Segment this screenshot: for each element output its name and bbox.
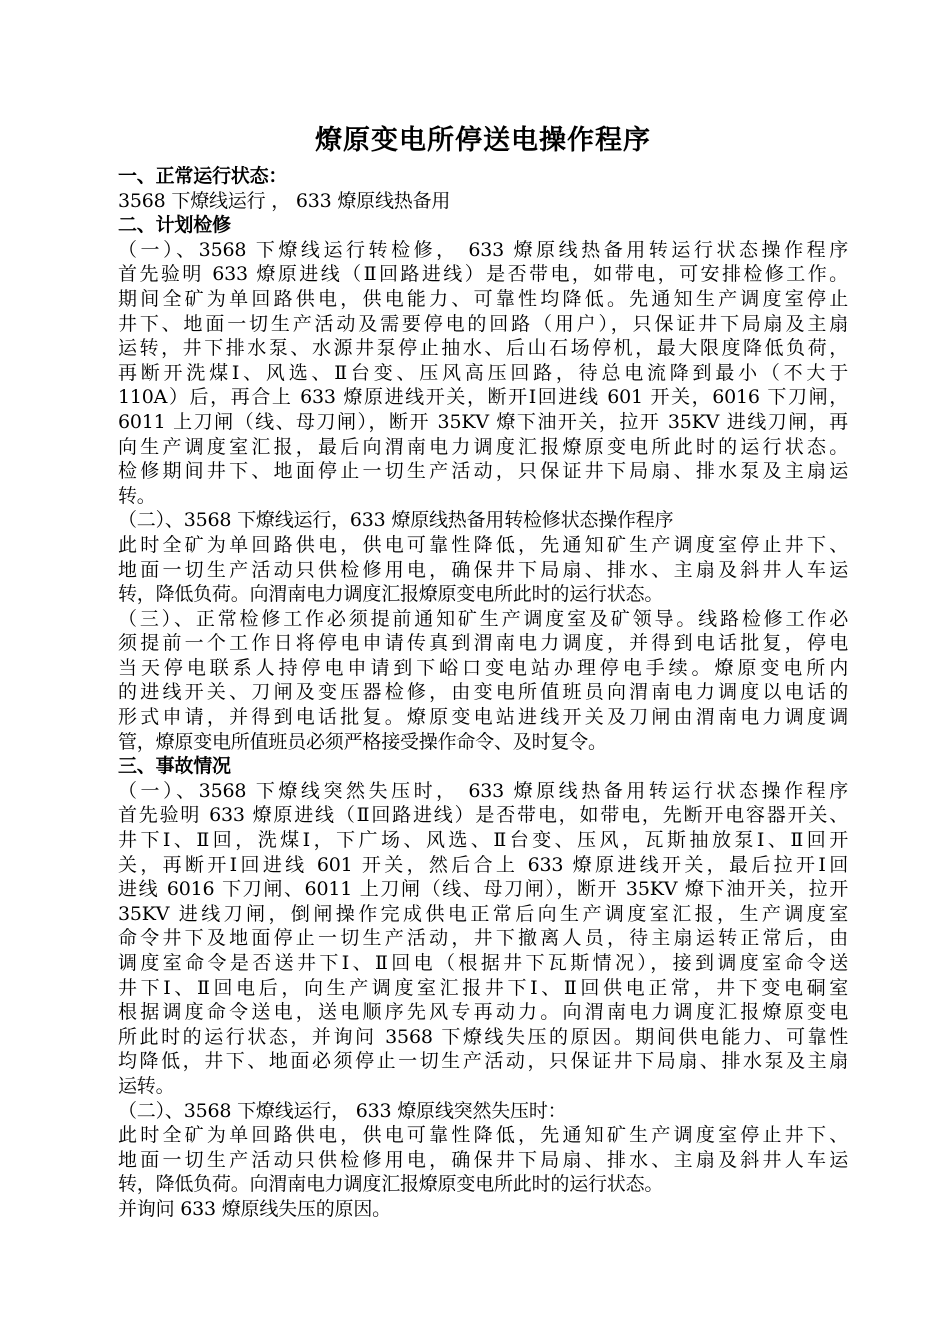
section-heading: 三、事故情况 — [118, 755, 231, 778]
text-line: （二）、3568 下燎线运行，633 燎原线热备用转检修状态操作程序 — [118, 509, 674, 532]
text-line: 此时全矿为单回路供电，供电可靠性降低，先通知矿生产调度室停止井下、 — [118, 1124, 848, 1147]
text-line: 向生产调度室汇报，最后向渭南电力调度汇报燎原变电所此时的运行状态。 — [118, 435, 848, 458]
text-line: 所此时的运行状态，并询问 3568 下燎线失压的原因。期间供电能力、可靠性 — [118, 1025, 848, 1048]
text-line: 井下Ⅰ、Ⅱ回，洗煤Ⅰ，下广场、风选、Ⅱ台变、压风，瓦斯抽放泵Ⅰ、Ⅱ回开 — [118, 829, 848, 852]
text-line: 再断开洗煤Ⅰ、风选、Ⅱ台变、压风高压回路，待总电流降到最小（不大于 — [118, 361, 848, 384]
text-line: 根据调度命令送电，送电顺序先风专再动力。向渭南电力调度汇报燎原变电 — [118, 1001, 848, 1024]
text-line: （一）、3568 下燎线运行转检修， 633 燎原线热备用转运行状态操作程序 — [118, 238, 848, 261]
text-line: 3568 下燎线运行 ， 633 燎原线热备用 — [118, 189, 451, 212]
text-line: 命令井下及地面停止一切生产活动，井下撤离人员，待主扇运转正常后，由 — [118, 927, 848, 950]
text-line: 运转。 — [118, 1074, 175, 1097]
section-heading: 一、正常运行状态： — [118, 165, 288, 187]
text-line: （二）、3568 下燎线运行， 633 燎原线突然失压时： — [118, 1099, 567, 1122]
text-line: 形式申请，并得到电话批复。燎原变电站进线开关及刀闸由渭南电力调度调 — [118, 706, 848, 729]
document-title: 燎原变电所停送电操作程序 — [315, 125, 651, 156]
text-line: 期间全矿为单回路供电，供电能力、可靠性均降低。先通知生产调度室停止 — [118, 287, 848, 310]
text-line: 关，再断开Ⅰ回进线 601 开关，然后合上 633 燎原进线开关，最后拉开Ⅰ回 — [118, 853, 848, 876]
text-line: 调度室命令是否送井下Ⅰ、Ⅱ回电（根据井下瓦斯情况），接到调度室命令送 — [118, 952, 848, 974]
text-line: 110A）后，再合上 633 燎原进线开关，断开Ⅰ回进线 601 开关，6016 下刀闸， — [118, 386, 848, 409]
section-heading: 二、计划检修 — [118, 214, 231, 237]
text-line: 均降低，井下、地面必须停止一切生产活动，只保证井下局扇、排水泵及主扇 — [118, 1050, 848, 1073]
text-line: 井下、地面一切生产活动及需要停电的回路（用户），只保证井下局扇及主扇 — [118, 312, 848, 335]
document-body — [118, 164, 848, 1222]
text-line: 管，燎原变电所值班员必须严格接受操作命令、及时复令。 — [118, 730, 607, 753]
text-line: （三）、正常检修工作必须提前通知矿生产调度室及矿领导。线路检修工作必 — [118, 607, 848, 630]
text-line: 地面一切生产活动只供检修用电，确保井下局扇、排水、主扇及斜井人车运 — [118, 1148, 848, 1171]
text-line: 检修期间井下、地面停止一切生产活动，只保证井下局扇、排水泵及主扇运 — [118, 460, 848, 483]
text-line: 须提前一个工作日将停电申请传真到渭南电力调度，并得到电话批复，停电 — [118, 632, 848, 655]
text-line: 并询问 633 燎原线失压的原因。 — [118, 1197, 391, 1220]
text-line: 6011 上刀闸（线、母刀闸），断开 35KV 燎下油开关，拉开 35KV 进线刀闸，再 — [118, 410, 848, 433]
text-line: 的进线开关、刀闸及变压器检修，由变电所值班员向渭南电力调度以电话的 — [118, 681, 848, 704]
text-line: 运转，井下排水泵、水源井泵停止抽水、后山石场停机，最大限度降低负荷， — [118, 337, 848, 360]
text-line: 进线 6016 下刀闸、6011 上刀闸（线、母刀闸），断开 35KV 燎下油开关，拉开 — [118, 878, 848, 901]
text-line: 首先验明 633 燎原进线（Ⅱ回路进线）是否带电，如带电，可安排检修工作。 — [118, 263, 848, 286]
text-line: 井下Ⅰ、Ⅱ回电后，向生产调度室汇报井下Ⅰ、Ⅱ回供电正常，井下变电硐室 — [118, 976, 848, 999]
text-line: 首先验明 633 燎原进线（Ⅱ回路进线）是否带电，如带电，先断开电容器开关、 — [118, 804, 848, 827]
text-line: 转，降低负荷。向渭南电力调度汇报燎原变电所此时的运行状态。 — [118, 1173, 664, 1196]
document-page — [118, 124, 848, 1222]
text-line: 地面一切生产活动只供检修用电，确保井下局扇、排水、主扇及斜井人车运 — [118, 558, 848, 581]
text-line: 转，降低负荷。向渭南电力调度汇报燎原变电所此时的运行状态。 — [118, 583, 664, 606]
text-line: 当天停电联系人持停电申请到下峪口变电站办理停电手续。燎原变电所内 — [118, 656, 848, 679]
text-line: （一）、3568 下燎线突然失压时， 633 燎原线热备用转运行状态操作程序 — [118, 779, 848, 802]
text-line: 转。 — [118, 484, 156, 507]
text-line: 此时全矿为单回路供电，供电可靠性降低，先通知矿生产调度室停止井下、 — [118, 533, 848, 556]
text-line: 35KV 进线刀闸，倒闸操作完成供电正常后向生产调度室汇报，生产调度室 — [118, 902, 848, 925]
